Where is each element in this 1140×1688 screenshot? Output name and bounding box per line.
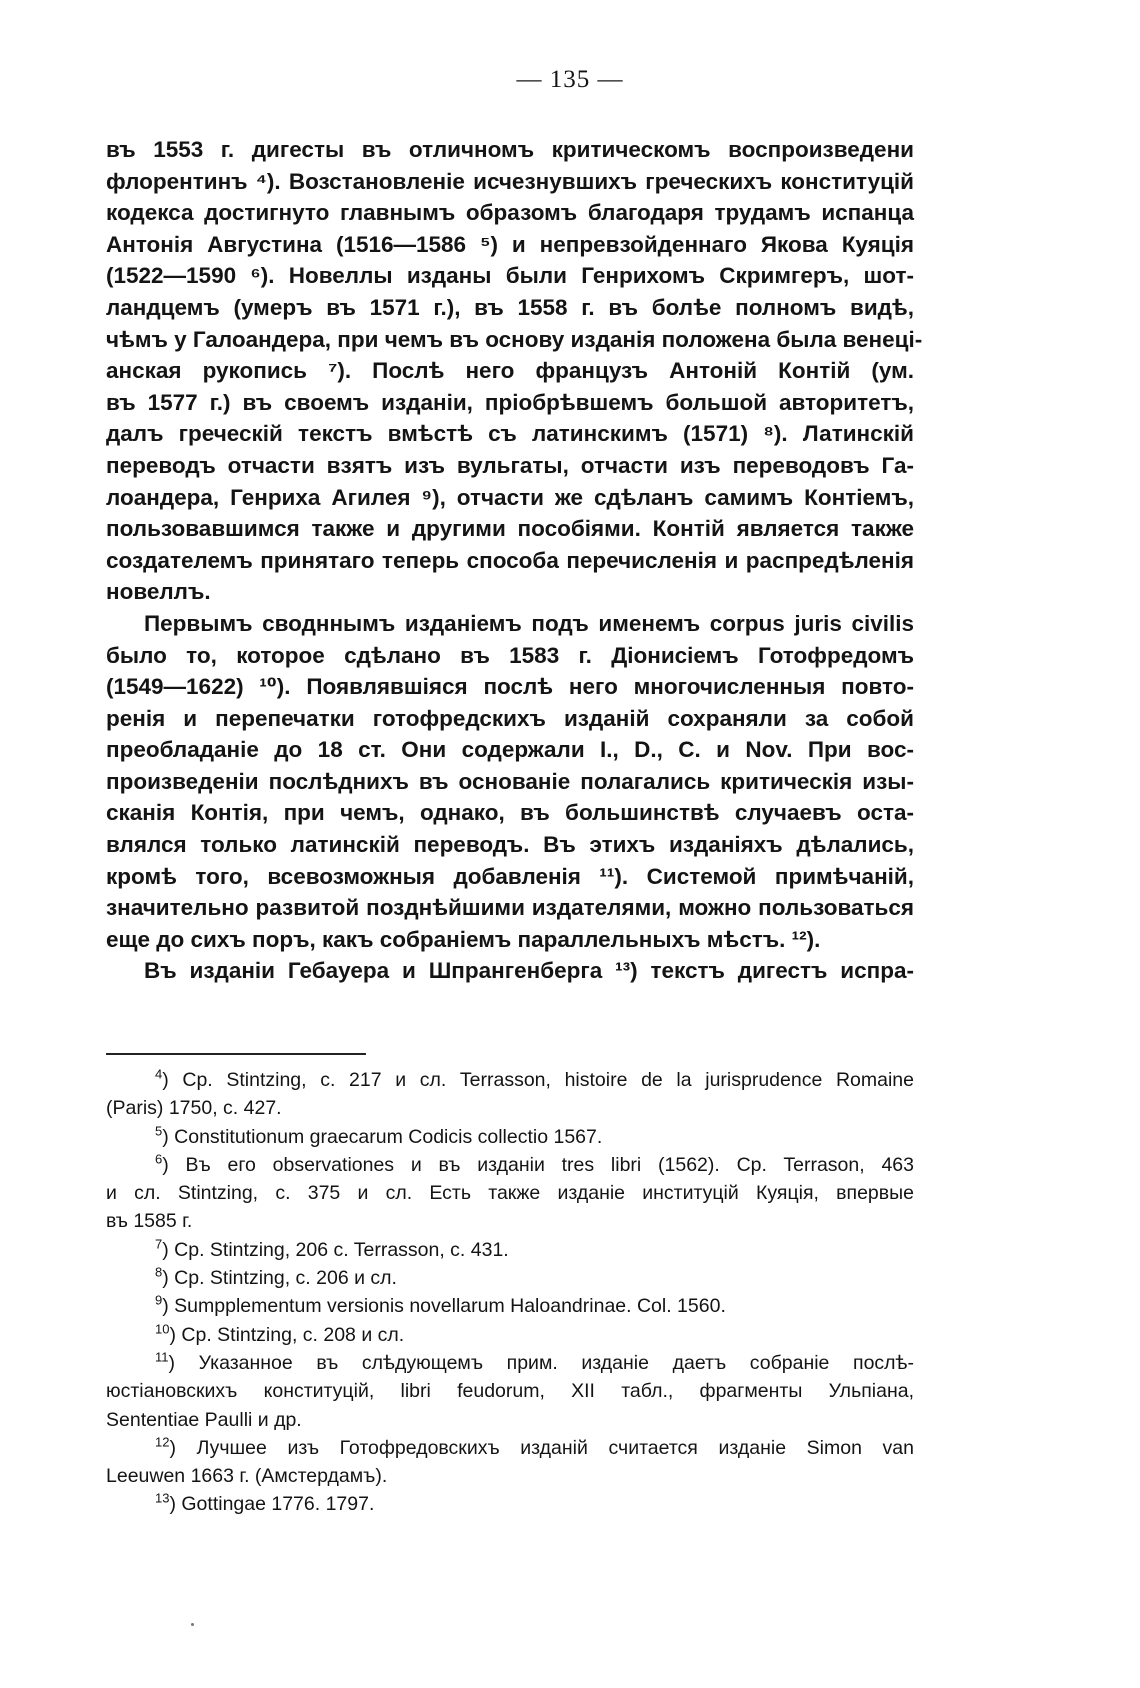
- footnote-line: [106, 1406, 914, 1434]
- footnote-text: Cp. Stintzing, c. 206 и сл.: [174, 1267, 397, 1290]
- footnote-text: (Paris) 1750, с. 427.: [106, 1097, 282, 1120]
- footnote-text: Cp. Stintzing, c. 208 и сл.: [181, 1323, 405, 1346]
- footnote-line: [106, 1490, 914, 1518]
- footnote-text: Leeuwen 1663 г. (Амстердамъ).: [106, 1465, 388, 1488]
- body-line: ренія и перепечатки готофредскихъ изданій сохраняли за собой: [106, 705, 914, 731]
- footnote-mark: 7: [155, 1236, 163, 1252]
- footnote-line: [106, 1179, 914, 1207]
- footnote-mark: 9: [155, 1292, 163, 1308]
- footnote-text: Sumpplementum versionis novellarum Haloandrinae. Col. 1560.: [174, 1295, 726, 1318]
- footnote-text: Cp. Stintzing, c. 217 и сл. Terrasson, histoire de la jurisprudence Romaine: [182, 1069, 914, 1091]
- body-line: флорентинъ ⁴). Возстановленіе исчезнувшихъ греческихъ конституцій: [106, 168, 914, 194]
- footnote-line: [106, 1123, 914, 1151]
- footnote-divider: [106, 1053, 366, 1055]
- footnote-text: Constitutionum graecarum Codicis collectio 1567.: [174, 1125, 603, 1148]
- footnote-mark: 6: [155, 1151, 163, 1167]
- body-line: кромѣ того, всевозможныя добавленія ¹¹). Системой примѣчаній,: [106, 863, 914, 889]
- body-line: (1522—1590 ⁶). Новеллы изданы были Генрихомъ Скримгеръ, шот-: [106, 263, 914, 289]
- footnote-paren: ): [162, 1125, 175, 1148]
- footnote-paren: ): [162, 1153, 186, 1176]
- body-line: пользовавшимся также и другими пособіями. Контій является также: [106, 516, 914, 542]
- footnote-paren: ): [169, 1323, 182, 1346]
- footnote-line: [106, 1377, 914, 1405]
- footnote-text: Gottingae 1776. 1797.: [181, 1493, 375, 1516]
- page-number: — 135 —: [516, 66, 624, 93]
- footnotes: [106, 1066, 914, 1519]
- footnote-mark: 11: [155, 1349, 169, 1365]
- footnote-mark: 4: [155, 1066, 163, 1082]
- body-line: Въ изданіи Гебауера и Шпрангенберга ¹³) текстъ дигестъ испра-: [144, 958, 914, 984]
- body-line: Антонія Августина (1516—1586 ⁵) и непревзойденнаго Якова Куяція: [106, 231, 914, 257]
- body-line: создателемъ принятаго теперь способа перечисленія и распредѣленія: [106, 547, 914, 573]
- footnote-text: юстіановскихъ конституцій, libri feudorum, XII табл., фрагменты Ульпіана,: [106, 1380, 914, 1403]
- footnote-text: въ 1585 г.: [106, 1210, 193, 1233]
- body-line: новеллъ.: [106, 579, 211, 605]
- footnote-line: [106, 1292, 914, 1320]
- body-line: ландцемъ (умеръ въ 1571 г.), въ 1558 г. въ болѣе полномъ видѣ,: [106, 294, 914, 320]
- footnote-line: [106, 1264, 914, 1292]
- body-line: въ 1553 г. дигесты въ отличномъ критическомъ воспроизведени: [106, 137, 914, 162]
- body-line: значительно развитой позднѣйшими издателями, можно пользоваться: [106, 895, 914, 921]
- footnote-mark: 13: [155, 1490, 170, 1506]
- footnote-line: [106, 1321, 914, 1349]
- footnote-mark: 10: [155, 1321, 170, 1337]
- footnote-text: Указанное въ слѣдующемъ прим. изданіе даетъ собраніе послѣ-: [198, 1351, 915, 1374]
- footnote-paren: ): [162, 1267, 175, 1290]
- footnote-paren: ): [162, 1295, 175, 1318]
- footnote-line: [106, 1236, 914, 1264]
- body-line: кодекса достигнуто главнымъ образомъ благодаря трудамъ испанца: [106, 200, 914, 226]
- footnote-text: и сл. Stintzing, c. 375 и сл. Есть также изданіе институцій Куяція, впервые: [106, 1182, 914, 1205]
- footnote-text: Sententiae Paulli и др.: [106, 1408, 302, 1431]
- body-line: чѣмъ у Галоандера, при чемъ въ основу изданія положена была венеці-: [106, 326, 923, 352]
- footnote-paren: ): [169, 1493, 182, 1516]
- footnote-line: [106, 1094, 914, 1122]
- footnote-mark: 5: [155, 1123, 163, 1139]
- body-line: преобладаніе до 18 ст. Они содержали I., D., C. и Nov. При вос-: [106, 737, 914, 763]
- body-line: сканія Контія, при чемъ, однако, въ большинствѣ случаевъ оста-: [106, 800, 914, 826]
- footnote-line: [106, 1434, 914, 1462]
- footnote-line: [106, 1066, 914, 1094]
- footnote-mark: 8: [155, 1264, 163, 1280]
- body-line: лоандера, Генриха Агилея ⁹), отчасти же сдѣланъ самимъ Контіемъ,: [106, 484, 914, 510]
- body-line: переводъ отчасти взятъ изъ вульгаты, отчасти изъ переводовъ Га-: [106, 452, 914, 478]
- footnote-paren: ): [162, 1069, 183, 1091]
- body-line: анская рукопись ⁷). Послѣ него французъ Антоній Контій (ум.: [106, 358, 914, 384]
- body-line: было то, которое сдѣлано въ 1583 г. Діонисіемъ Готофредомъ: [106, 642, 914, 668]
- footnote-line: [106, 1207, 914, 1235]
- footnote-text: Лучшее изъ Готофредовскихъ изданій считается изданіе Simon van: [196, 1436, 914, 1459]
- footnote-line: [106, 1151, 914, 1179]
- body-line: Первымъ сводннымъ изданіемъ подъ именемъ corpus juris civilis: [144, 610, 914, 636]
- footnote-mark: 12: [155, 1434, 170, 1450]
- footnote-paren: ): [162, 1238, 175, 1261]
- body-line: далъ греческій текстъ вмѣстѣ съ латинскимъ (1571) ⁸). Латинскій: [106, 421, 914, 447]
- footnote-text: Въ его observationes и въ изданіи tres libri (1562). Cp. Terrason, 463: [185, 1153, 914, 1176]
- body-line: произведеніи послѣднихъ въ основаніе полагались критическія изы-: [106, 768, 914, 794]
- body-line: еще до сихъ поръ, какъ собраніемъ параллельныхъ мѣстъ. ¹²).: [106, 926, 821, 952]
- print-speck: [191, 1623, 194, 1626]
- body-line: влялся только латинскій переводъ. Въ этихъ изданіяхъ дѣлались,: [106, 832, 914, 858]
- footnote-line: [106, 1349, 914, 1377]
- footnote-paren: ): [168, 1351, 199, 1374]
- body-text: [106, 134, 923, 987]
- body-line: (1549—1622) ¹⁰). Появлявшіяся послѣ него многочисленныя повто-: [106, 674, 914, 700]
- footnote-line: [106, 1462, 914, 1490]
- footnote-text: Cp. Stintzing, 206 c. Terrasson, c. 431.: [174, 1238, 509, 1261]
- body-line: въ 1577 г.) въ своемъ изданіи, пріобрѣвшемъ большой авторитетъ,: [106, 389, 914, 415]
- footnote-paren: ): [169, 1436, 197, 1459]
